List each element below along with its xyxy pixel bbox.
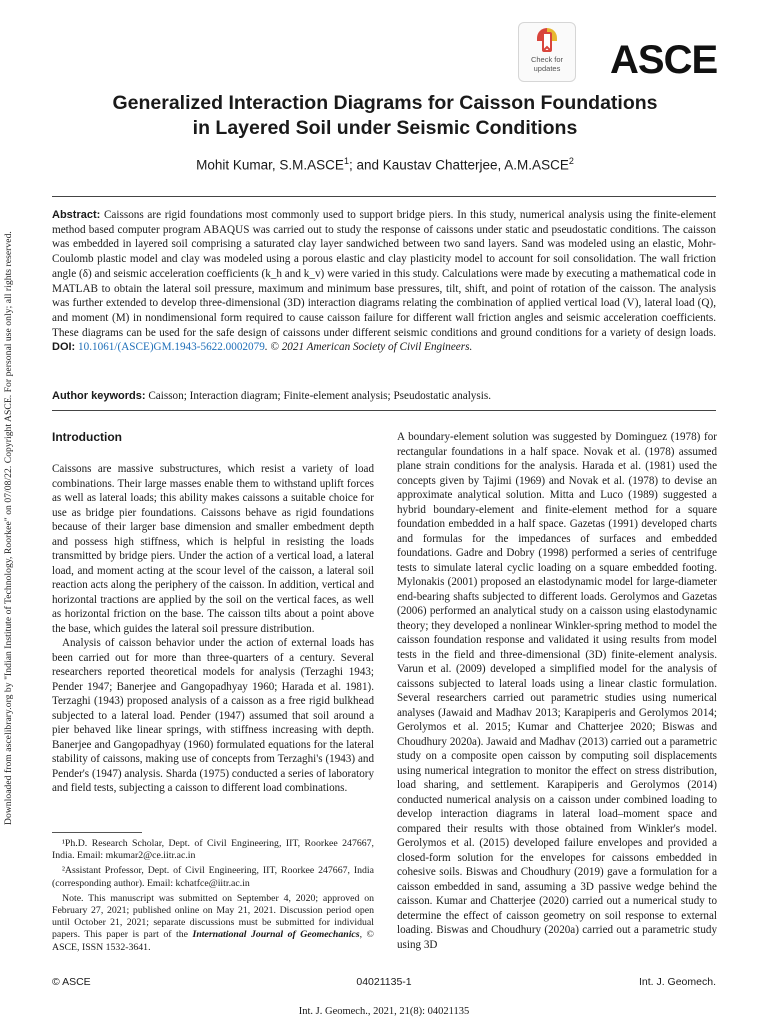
title-line-2: in Layered Soil under Seismic Conditions [192, 117, 578, 139]
footnote-note [52, 893, 374, 954]
page-footer [52, 976, 716, 990]
footnote-divider [52, 832, 142, 833]
abstract-divider [52, 410, 716, 411]
author-2-affil: 2 [568, 156, 574, 166]
asce-logo: ASCE [610, 38, 718, 82]
header-divider [52, 196, 716, 197]
abstract-label: Abstract: [52, 209, 101, 221]
abstract [52, 208, 716, 355]
check-updates-icon [536, 27, 558, 53]
right-paragraph-1: A boundary-element solution was suggested by Dominguez (1978) for rectangular foundations in a half space. Novak et al. (1978) assumed plane strain conditions for the analysis. Harada et al. (1981) used the concepts given by Tajimi (1969) and Novak et al. (1978) to devise an approximate analytical solution. Mitta and Luco (1989) suggested a hybrid boundary-element and finite-element method for a square foundation embedded in a half space. Gazetas (1991) developed charts and formulas for the impedances of surfaces and embedded foundations. Gadre and Dobry (1998) performed a series of centrifuge tests to simulate lateral cyclic loading on a square embedded footing. Mylonakis (2001) proposed an elastodynamic model for large-diameter end-bearing shafts subjected to different loads. Gerolymos and Gazetas (2006) performed an analytical study on a caisson using elastodynamic theory; they developed a nonlinear Winkler-spring method to model the caisson foundation response and validated it using results from model tests in the field and three-dimensional (3D) finite-element analysis. Varun et al. (2009) developed a simplified model for the analysis of caissons subjected to lateral loads using a linear clastic formulation. Several researchers carried out parametric studies using numerical analyses (Jawaid and Madhav 2013; Karapiperis and Gerolymos 2014; Gerolymos et al. 2015; Kumar and Chatterjee 2020; Biswas and Choudhury 2020a). Jawaid and Madhav (2013) carried out a parametric study on a composite open caisson by computing soil displacements using numerical integration to monitor the effect on stress distribution, load sharing, and settlement. Karapiperis and Gerolymos (2014) conducted numerical analysis on a caisson under combined loading to develop interaction diagrams in lateral load–moment space and compared their results with those obtained from Winkler's model. Gerolymos et al. (2015) developed failure envelopes and provided a closed-form solution for the envelopes for caissons embedded in cohesive soils. Biswas and Choudhury (2019) gave a formulation for a caisson embedded in sand, assuming a 3D passive wedge behind the caisson. Kumar and Chatterjee (2020) carried out a numerical study to determine the effect of caisson geometry on soil response to external loading. Biswas and Choudhury (2020a) carried out a parametric study using 3D [397, 431, 717, 951]
title-line-1: Generalized Interaction Diagrams for Caisson Foundations [112, 92, 658, 114]
footer-page-id: 04021135-1 [356, 976, 412, 988]
footnote-2: ²Assistant Professor, Dept. of Civil Engineering, IIT, Roorkee 247667, India (corresponding author). Email: kchatfce@iitr.ac.in [52, 865, 374, 889]
abstract-text: Caissons are rigid foundations most commonly used to support bridge piers. In this study, numerical analysis using the finite-element method based computer program ABAQUS was carried out to study the response of caissons under static and pseudostatic conditions. The caisson was embedded in layered soil comprising a saturated clay layer sandwiched between two sand layers. Sand was modeled using an elastic, Mohr-Coulomb plastic model and clay was modeled using a porous elastic and clay plasticity model to account for soil consolidation. The wall friction angle (δ) and seismic acceleration coefficients (k_h and k_v) were varied in this study. Calculations were made by executing a mathematical code in MATLAB to obtain the lateral soil pressure, maximum and minimum base pressures, tilt, shift, and point of rotation of the caisson. The analysis was further extended to develop three-dimensional (3D) interaction diagrams relating the combination of applied vertical load (V), lateral load (Q), and moment (M) in nondimensional form required to cause caisson failure for different wall friction angles and seismic acceleration coefficients. These diagrams can be used for the safe design of caissons under different seismic conditions and ground conditions for a variety of design loads. [52, 209, 716, 339]
download-notice [3, 185, 15, 825]
download-notice-text: Downloaded from ascelibrary.org by "Indian Institute of Technology, Roorkee" on 07/08/22. Copyright ASCE. For personal use only; all rights reserved. [3, 231, 14, 825]
note-text: Note. This manuscript was submitted on September 4, 2020; approved on February 27, 2021; published online on May 21, 2021. Discussion period open until October 21, 2021; separate discussions must be submitted for individual papers. This paper is part of the [52, 892, 374, 941]
author-2: Kaustav Chatterjee, A.M.ASCE [382, 157, 569, 173]
author-separator: ; and [348, 157, 383, 173]
doi-link[interactable]: 10.1061/(ASCE)GM.1943-5622.0002079 [78, 341, 265, 354]
check-updates-label: Check for updates [530, 55, 564, 73]
copyright-text: . © 2021 American Society of Civil Engineers. [264, 341, 473, 354]
intro-paragraph-1: Caissons are massive substructures, which resist a variety of load combinations. Their large masses enable them to withstand uplift forces as well as lateral loads; this ability makes caissons a suitable choice for use as bridge pier foundations. Caissons behave as rigid foundations because of their larger base dimension and smaller embedment depth and possess high stiffness, which is helpful in resisting the loads transmitted by bridge piers. Under the action of a vertical load, a lateral load, and moment acting at the scour level of the caisson, a lateral soil reaction acts along the periphery of the caisson. In addition, vertical and horizontal tractions are applied by the soil on the vertical faces, as well as horizontal friction on the base. The caisson tilts about a point above the base, which guides the lateral soil pressure distribution. [52, 463, 374, 635]
citation-line: Int. J. Geomech., 2021, 21(8): 04021135 [298, 1006, 470, 1017]
footer-journal: Int. J. Geomech. [638, 976, 716, 988]
keywords-text: Caisson; Interaction diagram; Finite-element analysis; Pseudostatic analysis. [145, 390, 492, 402]
footer-copyright: © ASCE [52, 976, 91, 988]
author-list [40, 156, 730, 173]
keywords [52, 389, 716, 403]
section-heading-introduction: Introduction [52, 430, 122, 444]
author-1-affil: 1 [343, 156, 349, 166]
doi-label: DOI: [52, 341, 76, 354]
footnotes [52, 838, 374, 957]
author-1: Mohit Kumar, S.M.ASCE [196, 157, 344, 173]
check-for-updates-badge[interactable] [518, 22, 576, 82]
footnote-1: ¹Ph.D. Research Scholar, Dept. of Civil Engineering, IIT, Roorkee 247667, India. Email: mkumar2@ce.iitr.ac.in [52, 838, 374, 862]
issn-text: , © ASCE, ISSN 1532-3641. [52, 929, 375, 953]
paper-title [40, 91, 730, 141]
keywords-label: Author keywords: [52, 390, 146, 402]
journal-name: International Journal of Geomechanics [192, 929, 360, 941]
left-column [52, 462, 374, 796]
right-column [397, 430, 717, 952]
intro-paragraph-2: Analysis of caisson behavior under the action of external loads has been carried out for more than three-quarters of a century. Several researchers reported theoretical models for analysis (Terzaghi 1943; Pender 1947; Banerjee and Gangopadhyay 1960; Harada et al. 1981). Terzaghi (1943) proposed analysis of a caisson as a free rigid bulkhead subjected to a lateral load. Pender (1947) assumed that soil around a pier behaved like linear springs, with stiffness increasing with depth. Banerjee and Gangopadhyay (1960) formulated equations for the lateral stability of caissons, making use of concepts from Terzaghi's (1943) and Pender's (1947) analysis. Sharda (1975) conducted a series of laboratory and field tests, subjecting a caisson to different load combinations. [52, 637, 374, 794]
